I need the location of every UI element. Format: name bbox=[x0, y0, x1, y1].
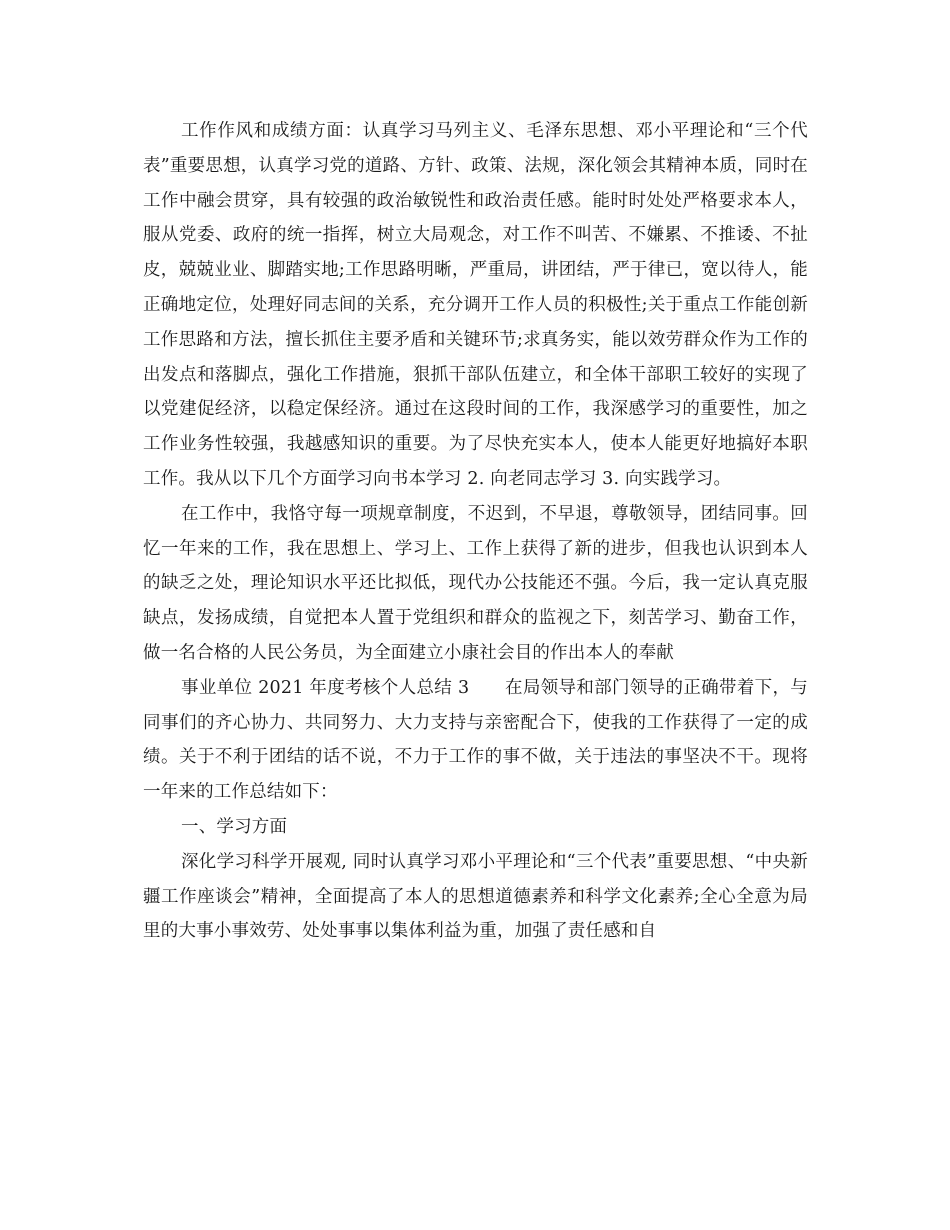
paragraph-work-conduct: 在工作中，我恪守每一项规章制度，不迟到，不早退，尊敬领导，团结同事。回忆一年来的工作，我在思想上、学习上、工作上获得了新的进步，但我也认识到本人的缺乏之处，理论知识水平还比拟低，现代办公技能还不强。今后，我一定认真克服缺点，发扬成绩，自觉把本人置于党组织和群众的监视之下，刻苦学习、勤奋工作，做一名合格的人民公务员，为全面建立小康社会目的作出本人的奉献 bbox=[143, 503, 808, 663]
section-heading-study: 一、学习方面 bbox=[181, 816, 288, 837]
paragraph-work-style: 工作作风和成绩方面：认真学习马列主义、毛泽东思想、邓小平理论和“三个代表”重要思想，认真学习党的道路、方针、政策、法规，深化领会其精神本质，同时在工作中融会贯穿，具有较强的政治敏锐性和政治责任感。能时时处处严格要求本人，服从党委、政府的统一指挥，树立大局观念，对工作不叫苦、不嫌累、不推诿、不扯皮，兢兢业业、脚踏实地;工作思路明晰，严重局，讲团结，严于律已，宽以待人，能正确地定位，处理好同志间的关系，充分调开工作人员的积极性;关于重点工作能创新工作思路和方法，擅长抓住主要矛盾和关键环节;求真务实，能以效劳群众作为工作的出发点和落脚点，强化工作措施，狠抓干部队伍建立，和全体干部职工较好的实现了以党建促经济，以稳定保经济。通过在这段时间的工作，我深感学习的重要性，加之工作业务性较强，我越感知识的重要。为了尽快充实本人，使本人能更好地搞好本职工作。我从以下几个方面学习向书本学习 2. 向老同志学习 3. 向实践学习。 bbox=[143, 121, 808, 489]
paragraph-study: 深化学习科学开展观, 同时认真学习邓小平理论和“三个代表”重要思想、“中央新疆工作座谈会”精神，全面提高了本人的思想道德素养和科学文化素养;全心全意为局里的大事小事效劳、处处事事以集体利益为重，加强了责任感和自 bbox=[143, 851, 808, 942]
paragraph-summary-intro: 事业单位 2021 年度考核个人总结 3 在局领导和部门领导的正确带着下，与同事们的齐心协力、共同努力、大力支持与亲密配合下，使我的工作获得了一定的成绩。关于不利于团结的话不说，不力于工作的事不做，关于违法的事坚决不干。现将一年来的工作总结如下： bbox=[143, 677, 808, 803]
document-body bbox=[143, 114, 808, 949]
